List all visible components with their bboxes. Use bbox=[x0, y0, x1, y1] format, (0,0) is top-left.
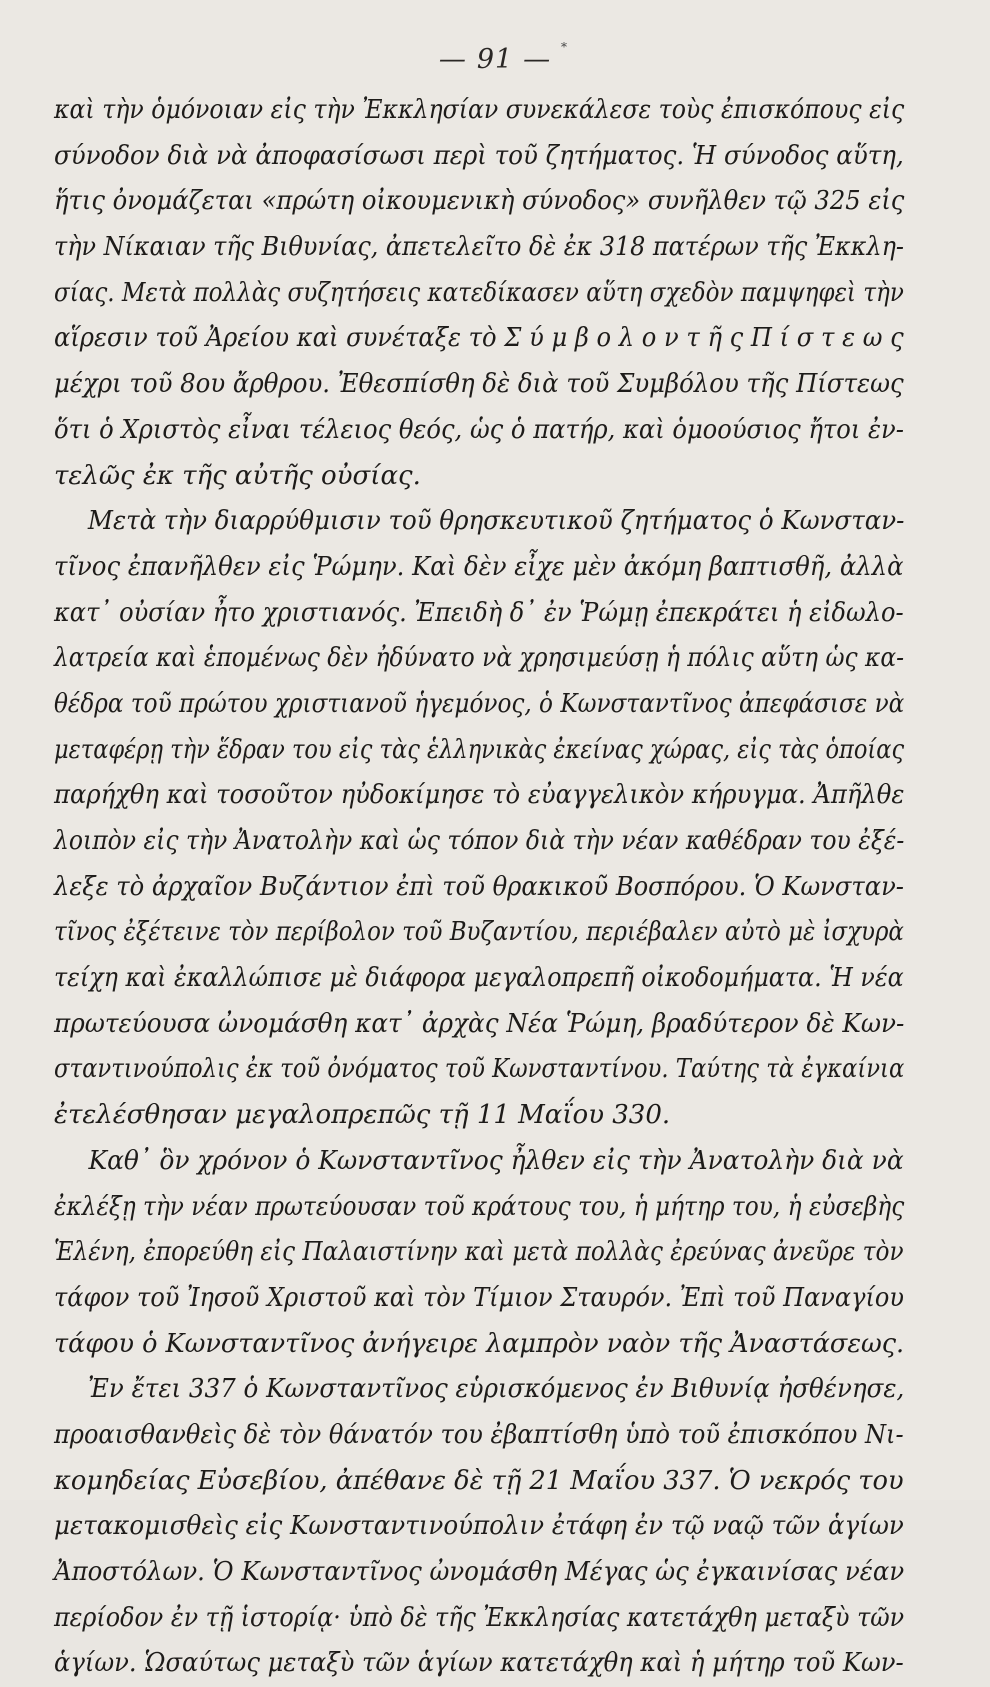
text-line: τὴν Νίκαιαν τῆς Βιθυνίας, ἀπετελεῖτο δὲ ἐκ 318 πατέρων τῆς Ἐκκλη- bbox=[54, 232, 904, 263]
page-number: 91 bbox=[476, 44, 514, 75]
text-line: ὅτι ὁ Χριστὸς εἶναι τέλειος θεός, ὡς ὁ πατήρ, καὶ ὁμοούσιος ἤτοι ἐν- bbox=[54, 414, 904, 445]
text-line: Ἀποστόλων. Ὁ Κωνσταντῖνος ὠνομάσθη Μέγας ὡς ἐγκαινίσας νέαν bbox=[54, 1557, 905, 1587]
text-line: Ἑλένη, ἐπορεύθη εἰς Παλαιστίνην καὶ μετὰ πολλὰς ἐρεύνας ἀνεῦρε τὸν bbox=[54, 1237, 904, 1268]
text-line: Μετὰ τὴν διαρρύθμισιν τοῦ θρησκευτικοῦ ζητήματος ὁ Κωνσταν- bbox=[87, 506, 905, 537]
text-line: παρήχθη καὶ τοσοῦτον ηὐδοκίμησε τὸ εὐαγγελικὸν κήρυγμα. Ἀπῆλθε bbox=[54, 780, 905, 811]
text-line: περίοδον ἐν τῇ ἱστορίᾳ· ὑπὸ δὲ τῆς Ἐκκλησίας κατετάχθη μεταξὺ τῶν bbox=[54, 1602, 905, 1633]
text-line: μεταφέρῃ τὴν ἕδραν του εἰς τὰς ἑλληνικὰς ἐκείνας χώρας, εἰς τὰς ὁποίας bbox=[54, 734, 905, 765]
text-line: Καθ᾿ ὃν χρόνον ὁ Κωνσταντῖνος ἦλθεν εἰς τὴν Ἀνατολὴν διὰ νὰ bbox=[88, 1145, 904, 1176]
header-dash-left: — bbox=[438, 44, 467, 75]
ink-mark: * bbox=[561, 40, 567, 54]
text-line: πρωτεύουσα ὠνομάσθη κατ᾿ ἀρχὰς Νέα Ῥώμη, βραδύτερον δὲ Κων- bbox=[54, 1008, 905, 1039]
page-header bbox=[0, 44, 990, 75]
text-line: τάφου ὁ Κωνσταντῖνος ἀνήγειρε λαμπρὸν ναὸν τῆς Ἀναστάσεως. bbox=[54, 1328, 905, 1359]
text-line: καὶ τὴν ὁμόνοιαν εἰς τὴν Ἐκκλησίαν συνεκάλεσε τοὺς ἐπισκόπους εἰς bbox=[54, 95, 905, 125]
text-line: ἐκλέξῃ τὴν νέαν πρωτεύουσαν τοῦ κράτους του, ἡ μήτηρ του, ἡ εὐσεβὴς bbox=[54, 1191, 905, 1222]
text-line: σταντινούπολις ἐκ τοῦ ὀνόματος τοῦ Κωνσταντίνου. Ταύτης τὰ ἐγκαίνια bbox=[54, 1054, 905, 1085]
text-line: μέχρι τοῦ 8ου ἄρθρου. Ἐθεσπίσθη δὲ διὰ τοῦ Συμβόλου τῆς Πίστεως bbox=[54, 369, 904, 400]
text-line: λεξε τὸ ἀρχαῖον Βυζάντιον ἐπὶ τοῦ θρακικοῦ Βοσπόρου. Ὁ Κωνσταν- bbox=[54, 871, 904, 902]
text-line: τελῶς ἐκ τῆς αὐτῆς οὐσίας. bbox=[54, 460, 421, 491]
body-text bbox=[54, 88, 904, 1687]
text-line: λατρεία καὶ ἑπομένως δὲν ἠδύνατο νὰ χρησιμεύσῃ ἡ πόλις αὕτη ὡς κα- bbox=[54, 643, 905, 674]
text-line: κομηδείας Εὐσεβίου, ἀπέθανε δὲ τῇ 21 Μαΐου 337. Ὁ νεκρός του bbox=[54, 1465, 904, 1496]
text-line: ἐτελέσθησαν μεγαλοπρεπῶς τῇ 11 Μαΐου 330. bbox=[54, 1100, 671, 1131]
text-line: μετακομισθεὶς εἰς Κωνσταντινούπολιν ἐτάφη ἐν τῷ ναῷ τῶν ἁγίων bbox=[54, 1511, 904, 1542]
text-line: αἵρεσιν τοῦ Ἀρείου καὶ συνέταξε τὸ Σ ύ μ β ο λ ο ν τ ῆ ς Π ί σ τ ε ω ς bbox=[54, 323, 904, 354]
text-line: ἥτις ὀνομάζεται «πρώτη οἰκουμενικὴ σύνοδος» συνῆλθεν τῷ 325 εἰς bbox=[54, 186, 905, 217]
text-line: θέδρα τοῦ πρώτου χριστιανοῦ ἡγεμόνος, ὁ Κωνσταντῖνος ἀπεφάσισε νὰ bbox=[54, 688, 905, 719]
text-line: ἁγίων. Ὡσαύτως μεταξὺ τῶν ἁγίων κατετάχθη καὶ ἡ μήτηρ τοῦ Κων- bbox=[54, 1648, 904, 1679]
text-line: τάφον τοῦ Ἰησοῦ Χριστοῦ καὶ τὸν Τίμιον Σταυρόν. Ἐπὶ τοῦ Παναγίου bbox=[54, 1282, 904, 1313]
text-line: κατ᾿ οὐσίαν ἦτο χριστιανός. Ἐπειδὴ δ᾿ ἐν Ῥώμῃ ἐπεκράτει ἡ εἰδωλο- bbox=[54, 597, 904, 628]
text-line: τῖνος ἐπανῆλθεν εἰς Ῥώμην. Καὶ δὲν εἶχε μὲν ἀκόμη βαπτισθῆ, ἀλλὰ bbox=[54, 551, 904, 582]
text-line: τείχη καὶ ἐκαλλώπισε μὲ διάφορα μεγαλοπρεπῆ οἰκοδομήματα. Ἡ νέα bbox=[54, 963, 904, 994]
text-line: Ἐν ἔτει 337 ὁ Κωνσταντῖνος εὑρισκόμενος ἐν Βιθυνίᾳ ἠσθένησε, bbox=[87, 1374, 905, 1405]
text-line: σύνοδον διὰ νὰ ἀποφασίσωσι περὶ τοῦ ζητήματος. Ἡ σύνοδος αὕτη, bbox=[54, 140, 904, 171]
header-dash-right: — bbox=[523, 44, 552, 75]
text-line: σίας. Μετὰ πολλὰς συζητήσεις κατεδίκασεν αὕτη σχεδὸν παμψηφεὶ τὴν bbox=[54, 277, 904, 308]
text-line: τῖνος ἐξέτεινε τὸν περίβολον τοῦ Βυζαντίου, περιέβαλεν αὐτὸ μὲ ἰσχυρὰ bbox=[54, 917, 904, 948]
text-line: προαισθανθεὶς δὲ τὸν θάνατόν του ἐβαπτίσθη ὑπὸ τοῦ ἐπισκόπου Νι- bbox=[54, 1419, 904, 1450]
text-line: λοιπὸν εἰς τὴν Ἀνατολὴν καὶ ὡς τόπον διὰ τὴν νέαν καθέδραν του ἐξέ- bbox=[54, 826, 905, 856]
